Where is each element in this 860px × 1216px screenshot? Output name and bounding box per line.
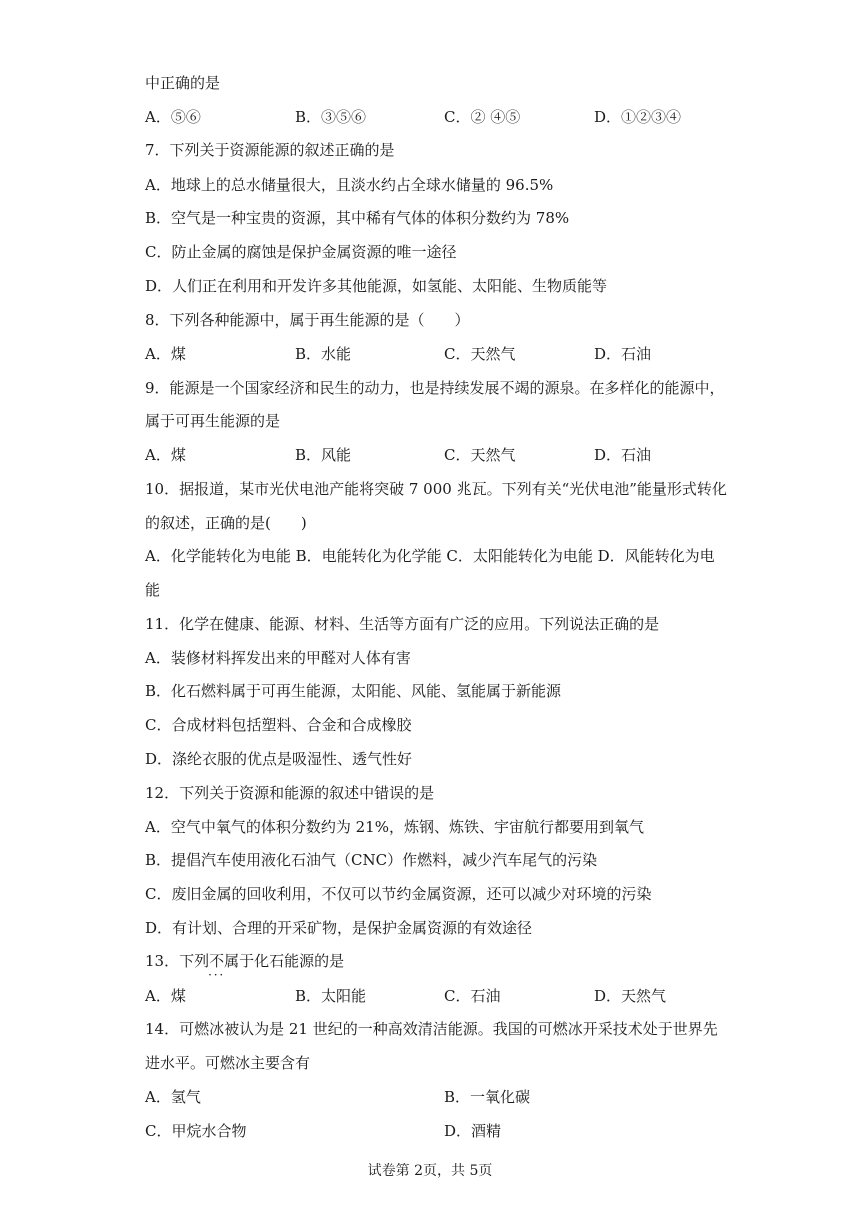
q9-stem-line1: 9．能源是一个国家经济和民生的动力，也是持续发展不竭的源泉。在多样化的能源中，: [145, 379, 725, 397]
q6-option-b: B．③⑤⑥: [295, 108, 367, 126]
q9-option-d: D．石油: [594, 446, 652, 464]
q12-option-c: C．废旧金属的回收利用，不仅可以节约金属资源，还可以减少对环境的污染: [145, 885, 652, 903]
q10-stem-line2: 的叙述，正确的是( ): [145, 514, 307, 532]
page-footer: 试卷第 2页，共 5页: [367, 1163, 493, 1179]
q11-option-b: B．化石燃料属于可再生能源，太阳能、风能、氢能属于新能源: [145, 682, 562, 700]
q9-option-b: B．风能: [295, 446, 352, 464]
q9-option-c: C．天然气: [444, 446, 516, 464]
q12-option-d: D．有计划、合理的开采矿物，是保护金属资源的有效途径: [145, 919, 533, 937]
q8-option-b: B．水能: [295, 345, 352, 363]
q13-option-d: D．天然气: [594, 987, 667, 1005]
q8-stem: 8．下列各种能源中，属于再生能源的是（ ）: [145, 311, 470, 329]
q7-option-a: A．地球上的总水储量很大，且淡水约占全球水储量的 96.5%: [145, 176, 554, 194]
q14-option-c: C．甲烷水合物: [145, 1122, 247, 1140]
q13-stem-post: 化石能源的是: [254, 952, 345, 970]
q6-stem-continuation: 中正确的是: [145, 74, 221, 92]
q10-options-line2: 能: [145, 581, 161, 599]
q6-option-a: A．⑤⑥: [145, 108, 201, 126]
q11-option-c: C．合成材料包括塑料、合金和合成橡胶: [145, 716, 412, 734]
q7-option-b: B．空气是一种宝贵的资源，其中稀有气体的体积分数约为 78%: [145, 209, 570, 227]
q8-option-c: C．天然气: [444, 345, 516, 363]
q14-stem-line1: 14．可燃冰被认为是 21 世纪的一种高效清洁能源。我国的可燃冰开采技术处于世界先: [145, 1020, 718, 1038]
q12-stem: 12．下列关于资源和能源的叙述中错误的是: [145, 784, 435, 802]
q12-option-b: B．提倡汽车使用液化石油气（CNC）作燃料，减少汽车尾气的污染: [145, 851, 598, 869]
q8-option-a: A．煤: [145, 345, 186, 363]
q14-option-a: A．氢气: [145, 1088, 201, 1106]
q8-option-d: D．石油: [594, 345, 652, 363]
q6-option-c: C．② ④⑤: [444, 108, 521, 126]
q9-stem-line2: 属于可再生能源的是: [145, 412, 281, 430]
q12-option-a: A．空气中氧气的体积分数约为 21%，炼钢、炼铁、宇宙航行都要用到氧气: [145, 818, 644, 836]
q10-options-line1: A．化学能转化为电能 B．电能转化为化学能 C．太阳能转化为电能 D．风能转化为电: [145, 547, 715, 565]
q14-stem-line2: 进水平。可燃冰主要含有: [145, 1054, 311, 1072]
q7-stem: 7．下列关于资源能源的叙述正确的是: [145, 141, 395, 159]
q7-option-d: D．人们正在利用和开发许多其他能源，如氢能、太阳能、生物质能等: [145, 277, 608, 295]
q11-option-d: D．涤纶衣服的优点是吸湿性、透气性好: [145, 750, 413, 768]
q10-stem-line1: 10．据报道，某市光伏电池产能将突破 7 000 兆瓦。下列有关“光伏电池”能量形式转化: [145, 480, 727, 498]
q6-option-d: D．①②③④: [594, 108, 682, 126]
q14-option-d: D．酒精: [444, 1122, 502, 1140]
q13-emphasis: 不属于 · · ·: [209, 951, 254, 971]
q13-option-a: A．煤: [145, 987, 186, 1005]
q13-option-c: C．石油: [444, 987, 501, 1005]
q14-option-b: B．一氧化碳: [444, 1088, 531, 1106]
q13-stem: [145, 951, 344, 971]
q11-stem: 11．化学在健康、能源、材料、生活等方面有广泛的应用。下列说法正确的是: [145, 615, 660, 633]
q7-option-c: C．防止金属的腐蚀是保护金属资源的唯一途径: [145, 243, 457, 261]
q9-option-a: A．煤: [145, 446, 186, 464]
q13-stem-pre: 13．下列: [145, 952, 210, 970]
q13-option-b: B．太阳能: [295, 987, 367, 1005]
q11-option-a: A．装修材料挥发出来的甲醛对人体有害: [145, 649, 411, 667]
